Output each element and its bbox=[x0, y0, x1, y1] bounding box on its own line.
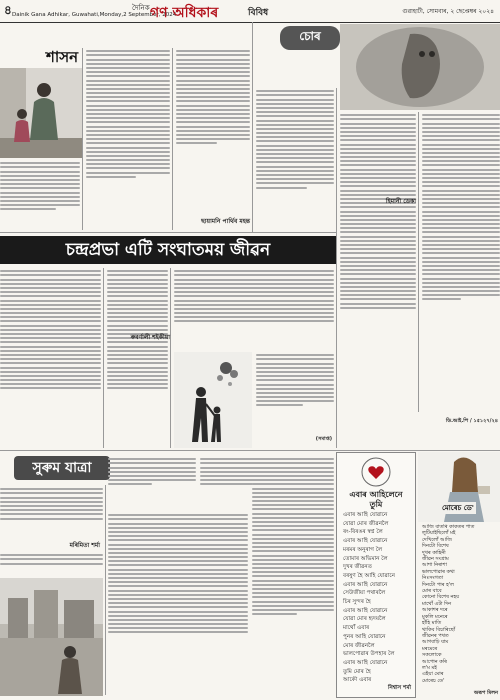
poem-line: এবাৰ আহি যোৱানে bbox=[343, 581, 388, 588]
story-author-chandraprabha: ৰুবৰ্ণালী শইকীয়া bbox=[130, 334, 170, 341]
side-poem-line: কোনো বিশেষ নহয় bbox=[422, 594, 460, 601]
poem-author: নিশ্বাস শৰ্মা bbox=[387, 685, 411, 691]
story-text-shubham-col2 bbox=[108, 456, 196, 508]
poem-heading-1: এবাৰ আহিলেনে bbox=[349, 490, 403, 499]
side-poem-line: ল'ম মই bbox=[422, 664, 437, 671]
column-rule bbox=[252, 22, 253, 232]
poem-line: এবাৰ আহি যোৱানে bbox=[343, 659, 388, 666]
poem-line: যোৱা মোৰ হৃদয়লৈ bbox=[343, 616, 386, 623]
paper-logo: গণ অধিকাৰ bbox=[150, 5, 219, 21]
side-poem-line: আপোন কৰি bbox=[422, 658, 448, 665]
poem-line: আকৌ এবাৰ bbox=[343, 677, 372, 684]
side-poem-line: আশা নিৰাশা bbox=[422, 562, 447, 569]
row-rule bbox=[0, 232, 336, 233]
column-rule bbox=[336, 88, 337, 448]
side-poem-line: থাকিব বিচাৰিছোঁ bbox=[422, 626, 456, 633]
side-poem-line: দেখিলোঁ আজি bbox=[422, 536, 452, 543]
row-rule bbox=[0, 450, 500, 451]
side-poem-line: দুখৰ কাহিনী bbox=[422, 549, 446, 556]
story-text-shubham-col4 bbox=[108, 512, 248, 696]
side-poem-line: মুকলি মনেৰে bbox=[422, 613, 448, 620]
side-poem-line: জীৱনৰ পথত bbox=[422, 632, 449, 639]
poem-line: মাথোঁ এবাৰ bbox=[343, 625, 370, 632]
side-poem-line: এইয়া মোৰ bbox=[422, 671, 444, 678]
poem-line: চিৰ সুন্দৰ হৈ bbox=[343, 599, 371, 606]
column-rule bbox=[418, 112, 419, 412]
poem-line: পুনৰ আহি যোৱানে bbox=[343, 633, 386, 640]
story-title-shubham: সুৰুম যাত্ৰা bbox=[14, 456, 110, 480]
side-poem-line: আজি বাতৰি কাকতৰ পাত bbox=[422, 524, 475, 530]
story-author-shasan: ছায়ামনি পাৰ্থিব মহন্ত bbox=[201, 218, 250, 225]
story-title-chandraprabha: চন্দ্ৰপ্ৰভা এটি সংঘাতময় জীৱন bbox=[0, 236, 336, 264]
side-poem-line: দিনটো বিশেষ bbox=[422, 543, 449, 550]
side-poem-line: নিঃসংগতা bbox=[422, 575, 444, 582]
poem-line: এবাৰ আহি যোৱানে bbox=[343, 512, 388, 518]
side-poem-line: মৰমেৰে bbox=[422, 645, 438, 652]
side-poem-line: ভালপোৱাৰ কথা bbox=[422, 568, 455, 575]
side-poem-line: দিনটো পাৰ হ'ল bbox=[422, 581, 454, 588]
poem-line: তুমি মোৰ হৈ bbox=[343, 668, 371, 675]
side-poem-line: মোৰ বাবে bbox=[422, 588, 442, 595]
story-text-chandraprabha-col1 bbox=[0, 268, 101, 448]
poem-line: যোৱা মোৰ জীৱনলৈ bbox=[343, 520, 389, 527]
story-photo-mother-child bbox=[0, 68, 82, 158]
paper-subtitle: Dainik Gana Adhikar, Guwahati,Monday,2 September, 2024 bbox=[12, 12, 177, 18]
story-title-chor: চোৰ bbox=[280, 26, 340, 50]
story-text-shasan-col2 bbox=[86, 48, 170, 230]
column-rule bbox=[103, 268, 104, 448]
poem-line: দুখৰ জীৱনত bbox=[343, 564, 372, 571]
poem-lines bbox=[343, 511, 413, 685]
story-text-chandraprabha-col2 bbox=[107, 268, 168, 448]
column-rule bbox=[105, 485, 106, 695]
issue-date: গুৱাহাটী, সোমবাৰ, ২ ছেপ্তেম্বৰ ২০২৪ bbox=[402, 8, 494, 15]
heart-emblem-icon bbox=[361, 457, 391, 487]
story-photo-thief bbox=[340, 24, 500, 110]
story-author-shubham: মৰিমিতা শৰ্মা bbox=[69, 542, 100, 549]
side-poem-line: মোৰেচ ডে' bbox=[422, 677, 445, 684]
poem-line: ভালপোৱাৰ উপহাৰ লৈ bbox=[343, 651, 395, 658]
poem-line: বৰষুণ হৈ আহি যোৱানে bbox=[343, 572, 395, 579]
column-rule bbox=[172, 48, 173, 230]
side-poem-title: মোৰেচ ডে' bbox=[442, 504, 474, 512]
story-text-shubham-col1b bbox=[0, 552, 103, 576]
side-poem-lines bbox=[422, 524, 498, 688]
column-rule bbox=[82, 48, 83, 230]
story-text-chor-col2 bbox=[340, 112, 416, 410]
side-poem-author: অৰূপ মিলন bbox=[473, 690, 498, 696]
side-poem-line: সকলোকে bbox=[422, 652, 442, 659]
poem-line: এবাৰ আহি যোৱানে bbox=[343, 607, 388, 614]
story-text-chor-col3 bbox=[422, 112, 500, 410]
story-text-chandraprabha-col3 bbox=[174, 268, 334, 350]
side-poem-line: হাঁহি মাতি bbox=[422, 620, 442, 627]
story-photo-woman-city bbox=[0, 578, 103, 696]
poem-line: ৰং-বিৰঙৰ স্বপ্ন লৈ bbox=[343, 529, 383, 536]
poem-line: এবাৰ আহি যোৱানে bbox=[343, 538, 388, 545]
story-text-shubham-col5 bbox=[252, 456, 334, 696]
side-poem-line: জীৱন সংগ্ৰাম bbox=[422, 556, 449, 563]
poem-box bbox=[336, 452, 416, 698]
section-title: বিবিধ bbox=[248, 8, 269, 18]
column-rule bbox=[170, 268, 171, 448]
side-poem-line: আগবাঢ়ি যাম bbox=[422, 639, 449, 646]
ad-code: ডি.আই.পি / ১৫১২৭/২৪ bbox=[445, 418, 498, 424]
masthead bbox=[0, 0, 500, 23]
page-number: ৪ bbox=[4, 3, 12, 17]
story-end-mark: (সমাপ্ত) bbox=[315, 436, 332, 442]
poem-heading-2: তুমি bbox=[369, 500, 383, 509]
story-author-chor: হিমানী ডেকা bbox=[385, 198, 416, 205]
poem-line: সেউজীয়া পথাৰলৈ bbox=[343, 590, 386, 597]
story-photo-silhouette bbox=[174, 352, 252, 448]
story-title-shasan: শাসন bbox=[46, 48, 79, 66]
story-text-chor-col1 bbox=[256, 88, 334, 230]
side-poem-line: আকাশৰ দৰে bbox=[422, 607, 448, 614]
story-text-shasan-col3 bbox=[176, 48, 250, 198]
poem-line: মোৰ জীৱনলৈ bbox=[343, 642, 375, 649]
story-text-shubham-col1 bbox=[0, 486, 103, 546]
side-poem-line: মাথোঁ এটা দিন bbox=[422, 600, 452, 607]
poem-line: তোমাৰ অভিমান লৈ bbox=[343, 555, 388, 562]
story-text-chandraprabha-col4 bbox=[256, 352, 334, 448]
daily-label: দৈনিক bbox=[132, 4, 150, 12]
side-poem-line: লুটিয়াইছিলোঁ মই bbox=[422, 530, 456, 537]
poem-line: মৰমৰ অনুৰাগ লৈ bbox=[343, 546, 383, 553]
story-text-shasan-col1 bbox=[0, 160, 80, 230]
